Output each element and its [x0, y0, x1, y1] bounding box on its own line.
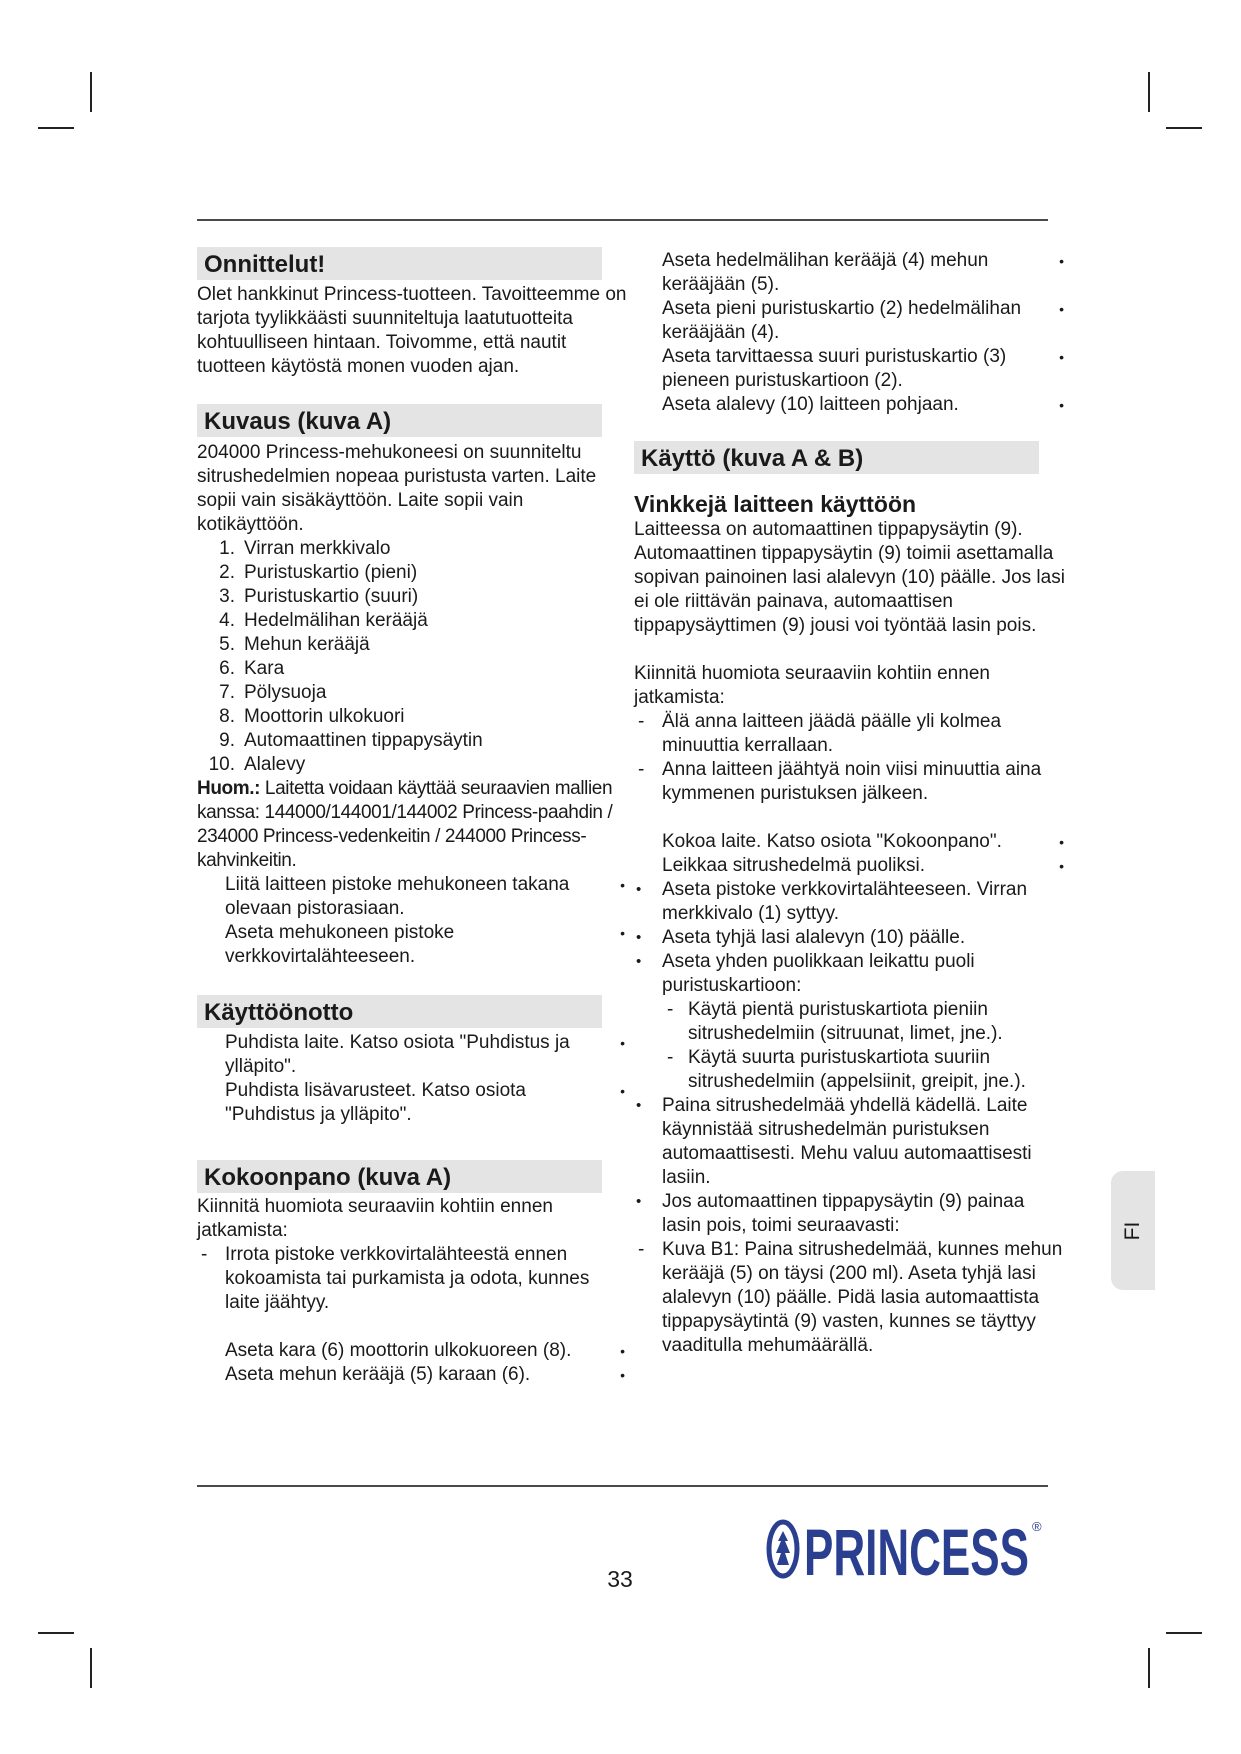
note-bullet-1: Liitä laitteen pistoke mehukoneen takana olevaan pistorasiaan. •	[197, 873, 629, 921]
parts-list-number: 7.	[219, 682, 235, 703]
note-label: Huom.:	[197, 778, 261, 799]
parts-list-item	[197, 609, 629, 633]
logo-emblem-icon	[769, 1522, 797, 1576]
crop-mark	[1148, 72, 1150, 112]
note-text	[197, 777, 629, 873]
use-bullet-2: Leikkaa sitrushedelmä puoliksi. •	[634, 854, 1068, 878]
section-header-description: Kuvaus (kuva A)	[197, 404, 602, 437]
parts-list-item	[197, 537, 629, 561]
first-use-bullet-1: Puhdista laite. Katso osiota "Puhdistus ja ylläpito". •	[197, 1031, 629, 1079]
parts-list-item	[197, 753, 629, 777]
parts-list-label: Puristuskartio (pieni)	[244, 562, 418, 583]
crop-mark	[1148, 1648, 1150, 1688]
crop-mark	[1166, 127, 1202, 129]
crop-mark	[90, 72, 92, 112]
use-subdash-1: - Käytä pientä puristuskartiota pieniin sitrushedelmiin (sitruunat, limet, jne.).	[634, 998, 1068, 1046]
assembly-bullet-2: Aseta mehun kerääjä (5) karaan (6). •	[197, 1363, 629, 1387]
description-text: 204000 Princess-mehukoneesi on suunniteltu sitrushedelmien nopeaa puristusta varten. Laite sopii vain sisäkäyttöön. Laite sopii vain kotikäyttöön.	[197, 442, 597, 535]
page-number: 33	[607, 1566, 633, 1592]
right-column	[634, 249, 1068, 1358]
parts-list-item	[197, 681, 629, 705]
parts-list-label: Automaattinen tippapysäytin	[244, 730, 483, 751]
bottom-rule	[197, 1485, 1048, 1487]
note-body: Laitetta voidaan käyttää seuraavien mallien kanssa: 144000/144001/144002 Princess-paahdin / 234000 Princess-vedenkeitin / 244000 Princess-kahvinkeitin.	[197, 778, 613, 871]
parts-list-number: 10.	[208, 754, 235, 775]
subheading-tips: Vinkkejä laitteen käyttöön	[634, 491, 917, 517]
logo-wordmark: PRINCESS	[804, 1515, 1029, 1587]
section-header-use: Käyttö (kuva A & B)	[634, 441, 1039, 474]
left-column	[197, 247, 629, 1387]
use-subdash-2: - Käytä suurta puristuskartiota suuriin sitrushedelmiin (appelsiinit, greipit, jne.).	[634, 1046, 1068, 1094]
congratulations-text: Olet hankkinut Princess-tuotteen. Tavoitteemme on tarjota tyylikkäästi suunniteltuja laatutuotteita kohtuulliseen hintaan. Toivomme, että nautit tuotteen käytöstä monen vuoden ajan.	[197, 284, 627, 377]
princess-logo	[766, 1509, 1048, 1587]
tips-text: Laitteessa on automaattinen tippapysäytin (9). Automaattinen tippapysäytin (9) toimii asettamalla sopivan painoinen lasi alalevyn (10) päälle. Jos lasi ei ole riittävän painava, automaattisen tippapysäyttimen (9) jousi voi työntää lasin pois.	[634, 519, 1065, 636]
language-tab-label: FI	[1121, 1221, 1144, 1240]
parts-list-item	[197, 657, 629, 681]
use-dash-1: - Älä anna laitteen jäädä päälle yli kolmea minuuttia kerrallaan.	[634, 710, 1068, 758]
assembly-intro: Kiinnitä huomiota seuraaviin kohtiin ennen jatkamista:	[197, 1196, 553, 1241]
parts-list-label: Pölysuoja	[244, 682, 327, 703]
parts-list-number: 4.	[219, 610, 235, 631]
use-dot-4: • Paina sitrushedelmää yhdellä kädellä. Laite käynnistää sitrushedelmän puristuksen automaattisesti. Mehu valuu automaattisesti lasiin.	[634, 1094, 1068, 1190]
parts-list-item	[197, 729, 629, 753]
note-bullet-2: Aseta mehukoneen pistoke verkkovirtalähteeseen. •	[197, 921, 629, 969]
language-tab	[1111, 1171, 1155, 1290]
first-use-bullet-2: Puhdista lisävarusteet. Katso osiota "Puhdistus ja ylläpito". •	[197, 1079, 629, 1127]
parts-list-label: Mehun kerääjä	[244, 634, 370, 655]
parts-list-number: 1.	[219, 538, 235, 559]
assembly-bullet-5: Aseta tarvittaessa suuri puristuskartio (3) pieneen puristuskartioon (2). •	[634, 345, 1068, 393]
section-header-assembly: Kokoonpano (kuva A)	[197, 1160, 602, 1193]
use-dot-1: • Aseta pistoke verkkovirtalähteeseen. Virran merkkivalo (1) syttyy.	[634, 878, 1068, 926]
parts-list-label: Virran merkkivalo	[244, 538, 391, 559]
parts-list-item	[197, 633, 629, 657]
parts-list-item	[197, 585, 629, 609]
assembly-dash-item: - Irrota pistoke verkkovirtalähteestä ennen kokoamista tai purkamista ja odota, kunnes laite jäähtyy.	[197, 1243, 629, 1315]
use-dot-2: • Aseta tyhjä lasi alalevyn (10) päälle.	[634, 926, 1068, 950]
parts-list-label: Kara	[244, 658, 285, 679]
parts-list-label: Moottorin ulkokuori	[244, 706, 405, 727]
crop-mark	[1166, 1632, 1202, 1634]
parts-list	[197, 537, 629, 777]
parts-list-item	[197, 705, 629, 729]
crop-mark	[38, 1632, 74, 1634]
use-dot-3: • Aseta yhden puolikkaan leikattu puoli puristuskartioon:	[634, 950, 1068, 998]
assembly-bullet-6: Aseta alalevy (10) laitteen pohjaan. •	[634, 393, 1068, 417]
parts-list-number: 6.	[219, 658, 235, 679]
princess-logo-svg	[766, 1509, 1048, 1587]
parts-list-label: Puristuskartio (suuri)	[244, 586, 419, 607]
section-header-congratulations: Onnittelut!	[197, 247, 602, 280]
use-dash-2: - Anna laitteen jäähtyä noin viisi minuuttia aina kymmenen puristuksen jälkeen.	[634, 758, 1068, 806]
section-header-first-use: Käyttöönotto	[197, 995, 602, 1028]
use-intro: Kiinnitä huomiota seuraaviin kohtiin ennen jatkamista:	[634, 663, 990, 708]
parts-list-item	[197, 561, 629, 585]
use-dash-3: - Kuva B1: Paina sitrushedelmää, kunnes mehun kerääjä (5) on täysi (200 ml). Aseta tyhjä lasi alalevyn (10) päälle. Pidä lasia automaattista tippapysäytintä (9) vasten, kunnes se täyttyy vaaditulla mehumäärällä.	[634, 1238, 1068, 1358]
crop-mark	[38, 127, 74, 129]
logo-registered-mark: ®	[1032, 1519, 1042, 1534]
use-dot-5: • Jos automaattinen tippapysäytin (9) painaa lasin pois, toimi seuraavasti:	[634, 1190, 1068, 1238]
top-rule	[197, 219, 1048, 221]
parts-list-number: 5.	[219, 634, 235, 655]
parts-list-number: 3.	[219, 586, 235, 607]
assembly-bullet-4: Aseta pieni puristuskartio (2) hedelmälihan kerääjään (4). •	[634, 297, 1068, 345]
parts-list-number: 2.	[219, 562, 235, 583]
parts-list-number: 8.	[219, 706, 235, 727]
parts-list-label: Hedelmälihan kerääjä	[244, 610, 428, 631]
assembly-bullet-3: Aseta hedelmälihan kerääjä (4) mehun kerääjään (5). •	[634, 249, 1068, 297]
parts-list-label: Alalevy	[244, 754, 306, 775]
use-bullet-1: Kokoa laite. Katso osiota "Kokoonpano". •	[634, 830, 1068, 854]
crop-mark	[90, 1648, 92, 1688]
assembly-bullet-1: Aseta kara (6) moottorin ulkokuoreen (8). •	[197, 1339, 629, 1363]
parts-list-number: 9.	[219, 730, 235, 751]
